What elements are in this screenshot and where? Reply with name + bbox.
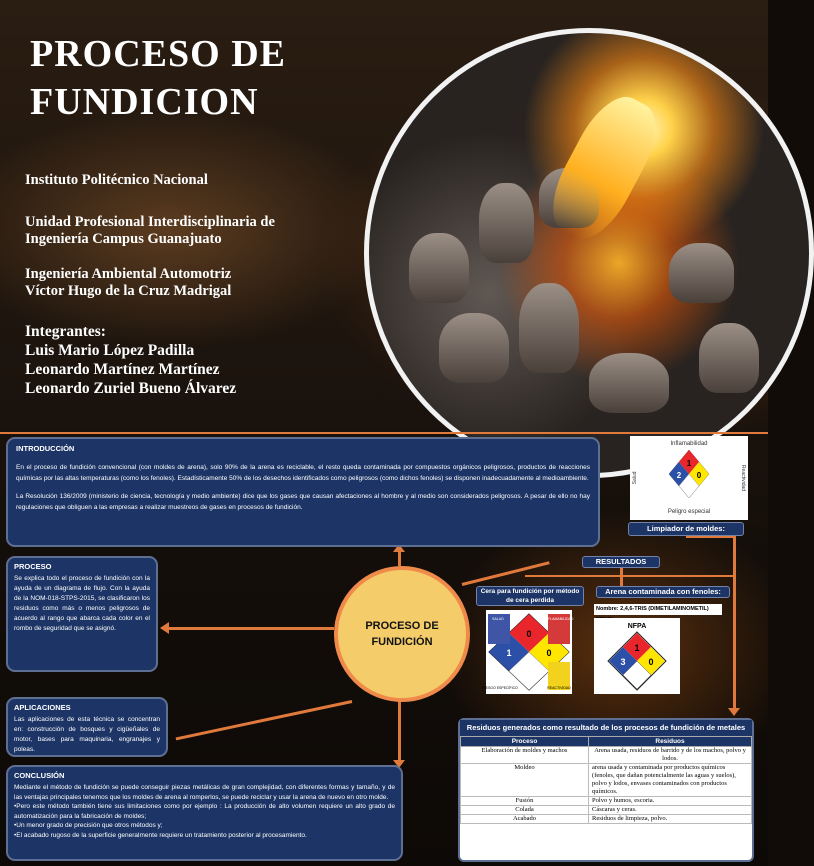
table-row [461, 797, 752, 806]
diamond-cera-left-label: SALUD [492, 617, 504, 621]
title-line-2: FUNDICION [30, 81, 259, 123]
residuos-table-card [458, 718, 754, 862]
table-header-proceso: Proceso [461, 737, 589, 747]
table-row [461, 764, 752, 797]
arrow-left [160, 622, 169, 634]
connector [686, 536, 736, 538]
diamond-top-reactivity: 0 [696, 471, 702, 480]
table-title: Residuos generados como resultado de los procesos de fundición de metales [460, 720, 752, 736]
connector [525, 575, 735, 577]
intro-paragraph-2: La Resolución 136/2009 (ministerio de ciencia, tecnología y medio ambiente) dice que los gases que causan afectaciones al hombre y al medio son considerados peligrosos. A pesar de ello no hay regulaciones que obliguen a las empresas a realizar muestreos de gases en procesos de fundición. [16, 493, 590, 511]
program [25, 266, 231, 300]
diamond-cera-bottom-label: REACTIVIDAD [547, 686, 571, 690]
members-label: Integrantes: [25, 323, 106, 340]
intro-box [6, 437, 600, 547]
tag-resultados: RESULTADOS [582, 556, 660, 568]
hazard-diamond-icon [594, 618, 680, 694]
conclusion-heading: CONCLUSIÓN [14, 771, 65, 780]
diamond-top-health: 2 [676, 471, 682, 480]
connector [168, 627, 334, 630]
intro-paragraph-1: En el proceso de fundición convencional (con moldes de arena), solo 90% de la arena es reciclable, el resto queda contaminada por compuestos orgánicos peligrosos, productos de reacciones químicas por las altas temperaturas (como los fenoles). Estadísticamente 50% de los desechos identificados como peligrosos (como dichos fenoles) se disponen inadecuadamente al medioambiente. [16, 464, 590, 482]
nfpa-diamond-limpiador [630, 436, 748, 520]
compound-name: Nombre: 2,4,6-TRIS (DIMETILAMINOMETIL) [594, 604, 722, 615]
members [25, 322, 236, 398]
mold-shape [669, 243, 734, 303]
hazard-diamond-icon [482, 610, 574, 694]
diamond-top-left-label: Salud [632, 471, 638, 485]
connector [733, 536, 736, 711]
mold-shape [589, 353, 669, 413]
unit-line-2: Ingeniería Campus Guanajuato [25, 231, 222, 247]
connector [176, 700, 353, 740]
tag-cera: Cera para fundición por método de cera perdida [476, 586, 584, 606]
separator-line [0, 432, 768, 434]
table-cell-residuos: Polvo y humos, escoria. [589, 797, 752, 806]
institution: Instituto Politécnico Nacional [25, 172, 208, 188]
table-cell-residuos: Arena usada, residuos de barrido y de los machos, polvo y lodos. [589, 747, 752, 764]
aplicaciones-text: Las aplicaciones de esta técnica se concentran en: construcción de bosques y cigüeñales de motor, bases para maquinaria, engranajes y poleas. [14, 716, 160, 753]
diamond-cera-reactivity: 0 [546, 648, 552, 658]
diamond-top-bottom-label: Peligro especial [667, 509, 711, 515]
table-cell-proceso: Acabado [461, 815, 589, 824]
table-header-residuos: Residuos [589, 737, 752, 747]
proceso-box [6, 556, 158, 672]
table-cell-proceso: Colada [461, 806, 589, 815]
member-1: Luis Mario López Padilla [25, 342, 195, 359]
member-2: Leonardo Martínez Martínez [25, 361, 220, 378]
table-cell-proceso: Fusión [461, 797, 589, 806]
proceso-heading: PROCESO [14, 562, 52, 571]
conclusion-paragraph-2: •Pero este método también tiene sus limitaciones como por ejemplo : La producción de alto volumen requiere un alto grado de automatización para la fabricación de moldes; [14, 803, 395, 820]
poster-title [30, 30, 286, 126]
foundry-photo [364, 28, 814, 478]
diamond-nfpa-title: NFPA [627, 623, 647, 630]
center-node [334, 566, 470, 702]
center-label-line-2: FUNDICIÓN [371, 636, 433, 648]
unit [25, 214, 275, 248]
nfpa-diamond-fenol [594, 618, 680, 694]
diamond-cera-health: 1 [506, 648, 512, 658]
diamond-cera-footer: RIESGO ESPECÍFICO [482, 686, 518, 690]
arrow-down [728, 708, 740, 716]
diamond-cera-top-label: INFLAMABILIDAD [544, 617, 574, 621]
tag-arena-fenoles: Arena contaminada con fenoles: [596, 586, 730, 598]
nfpa-diamond-cera [482, 610, 574, 694]
hazard-diamond-icon [630, 436, 748, 520]
diamond-top-title: Inflamabilidad [670, 441, 708, 447]
proceso-text: Se explica todo el proceso de fundición con la ayuda de un diagrama de flujo. Con la ayuda de la NOM-018-STPS-2015, se clasificaron los residuos como más o menos peligrosos de acuerdo al rango que abarca cada color en el rombo de seguridad que se asignó. [14, 575, 150, 632]
table-cell-residuos: Cáscaras y ceras. [589, 806, 752, 815]
molten-metal-stream [538, 85, 670, 250]
mold-shape [519, 283, 579, 373]
member-3: Leonardo Zuriel Bueno Álvarez [25, 380, 237, 397]
mold-shape [479, 183, 534, 263]
diamond-nfpa-flammability: 1 [634, 643, 640, 653]
table-row [461, 815, 752, 824]
table-cell-proceso: Elaboración de moldes y machos [461, 747, 589, 764]
diamond-nfpa-reactivity: 0 [648, 657, 654, 667]
mold-shape [439, 313, 509, 383]
aplicaciones-heading: APLICACIONES [14, 703, 71, 712]
table-cell-residuos: arena usada y contaminada por productos químicos (fenoles, que dañan potencialmente las aguas y suelos), polvo y lodos, envases contaminados con productos químicos. [589, 764, 752, 797]
intro-heading: INTRODUCCIÓN [16, 444, 75, 453]
conclusion-paragraph-4: •El acabado rugoso de la superficie generalmente requiere un tratamiento posterior al procesamiento. [14, 831, 307, 839]
table-header-row [461, 737, 752, 747]
program-line-2: Víctor Hugo de la Cruz Madrigal [25, 283, 232, 299]
connector [462, 561, 550, 586]
diamond-top-right-label: Reactividad [740, 464, 746, 492]
table-row [461, 747, 752, 764]
diamond-nfpa-health: 3 [620, 657, 626, 667]
aplicaciones-box [6, 697, 168, 757]
conclusion-paragraph-3: •Un menor grado de precisión que otros métodos y; [14, 822, 163, 829]
table-row [461, 806, 752, 815]
center-label-line-1: PROCESO DE [365, 620, 439, 632]
table-cell-residuos: Residuos de limpieza, polvo. [589, 815, 752, 824]
title-line-1: PROCESO DE [30, 33, 286, 75]
program-line-1: Ingeniería Ambiental Automotriz [25, 266, 232, 282]
connector [398, 694, 401, 764]
conclusion-paragraph-1: Mediante el método de fundición se puede conseguir piezas metálicas de gran complejidad, con diferentes formas y tamaño, y de las ventajas principales tenemos que los moldes de arena al romperlos, se puede reciclar y usar la arena de nuevo en otro molde. [14, 784, 395, 801]
residuos-table [460, 736, 752, 824]
conclusion-box [6, 765, 403, 861]
diamond-cera-flammability: 0 [526, 629, 532, 639]
table-cell-proceso: Moldeo [461, 764, 589, 797]
mold-shape [409, 233, 469, 303]
unit-line-1: Unidad Profesional Interdisciplinaria de [25, 214, 275, 230]
mold-shape [699, 323, 759, 393]
diamond-top-flammability: 1 [686, 459, 692, 468]
tag-limpiador: Limpiador de moldes: [628, 522, 744, 536]
